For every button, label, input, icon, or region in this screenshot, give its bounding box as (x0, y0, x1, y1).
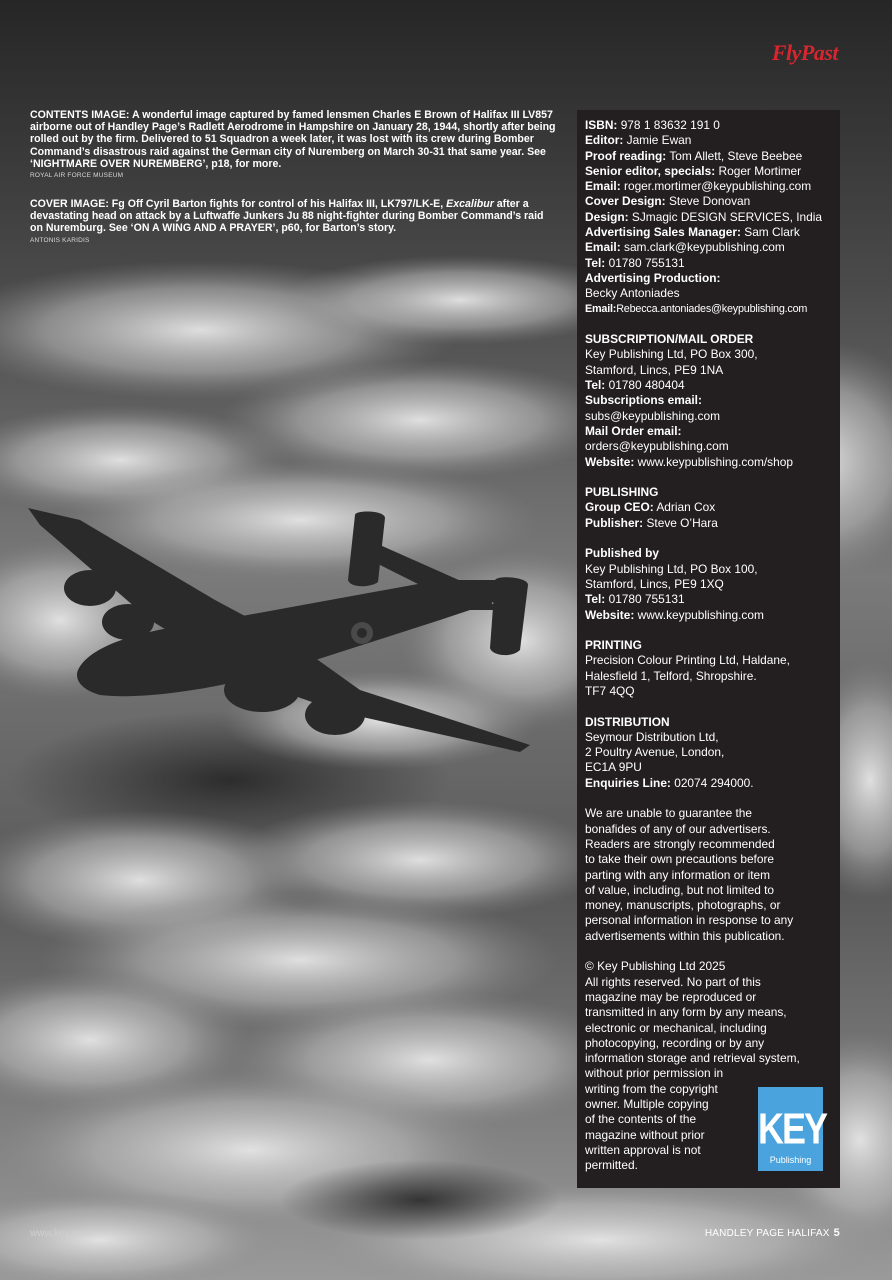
design-line: Design: SJmagic DESIGN SERVICES, India (585, 209, 823, 224)
proof-line: Proof reading: Tom Allett, Steve Beebee (585, 148, 803, 163)
caption-text: COVER IMAGE: Fg Off Cyril Barton fights for control of his Halifax III, LK797/LK-E, Excalibur after a devastating head on attack by a Luftwaffe Junkers Ju 88 night-fighter during Bomber Command’s raid on Nuremburg. See ‘ON A WING AND A PRAYER’, p60, for Barton’s story. (30, 198, 544, 235)
subs-address-2: Stamford, Lincs, PE9 1NA (585, 362, 724, 377)
email-line: Email: sam.clark@keypublishing.com (585, 240, 785, 255)
flypast-logo: FlyPast (771, 40, 838, 65)
subs-address-1: Key Publishing Ltd, PO Box 300, (585, 347, 758, 362)
published-by-heading: Published by (585, 546, 659, 561)
image-captions (30, 109, 558, 263)
published-address-1: Key Publishing Ltd, PO Box 100, (585, 561, 758, 576)
subscription-heading: SUBSCRIPTION/MAIL ORDER (585, 332, 754, 347)
footer-running-title: HANDLEY PAGE HALIFAX 5 (704, 1227, 840, 1239)
page-number: 5 (833, 1227, 840, 1239)
distribution-line: Seymour Distribution Ltd, (585, 729, 719, 744)
printing-heading: PRINTING (585, 638, 642, 653)
subs-website: Website: www.keypublishing.com/shop (585, 454, 793, 469)
tel-line: Tel: 01780 755131 (585, 255, 685, 270)
subs-email[interactable]: subs@keypublishing.com (585, 408, 721, 423)
published-address-2: Stamford, Lincs, PE9 1XQ (585, 576, 724, 591)
caption-credit: ANTONIS KARIDIS (30, 236, 90, 244)
mail-order-label: Mail Order email: (585, 423, 682, 438)
ad-production-label: Advertising Production: (585, 270, 721, 285)
subs-tel: Tel: 01780 480404 (585, 378, 685, 393)
email-line: Email: roger.mortimer@keypublishing.com (585, 179, 812, 194)
enquiries-line: Enquiries Line: 02074 294000. (585, 775, 754, 790)
copyright-notice: © Key Publishing Ltd 2025 All rights reserved. No part of this magazine may be reproduced or transmitted in any form by any means, electronic or mechanical, including photocopying, recording or by any information storage and retrieval system, without prior permission in writing from the copyright owner. Multiple copying of the contents of the magazine without prior written approval is not permitted. (585, 959, 800, 1173)
distribution-line: 2 Poultry Avenue, London, (585, 745, 725, 760)
published-website: Website: www.keypublishing.com (585, 607, 764, 622)
published-tel: Tel: 01780 755131 (585, 592, 685, 607)
caption-text: CONTENTS IMAGE: A wonderful image captured by famed lensmen Charles E Brown of Halifax III LV857 airborne out of Handley Page’s Radlett Aerodrome in Hampshire on January 28, 1944, shortly after being rolled out by the firm. Delivered to 51 Squadron a week later, it was lost with its crew during Bomber Command’s disastrous raid against the German city of Nuremberg on March 30-31 that same year. See ‘NIGHTMARE OVER NUREMBERG’, p18, for more. (30, 109, 556, 170)
credits-panel (577, 110, 840, 1188)
key-publishing-logo: KEY Publishing (758, 1087, 823, 1171)
senior-editor-line: Senior editor, specials: Roger Mortimer (585, 163, 802, 178)
mail-order-email[interactable]: orders@keypublishing.com (585, 439, 729, 454)
email-line: Email:Rebecca.antoniades@keypublishing.com (585, 302, 808, 315)
footer-website[interactable]: www.key.aero (30, 1228, 92, 1239)
disclaimer: We are unable to guarantee the bonafides of any of our advertisers. Readers are strongly recommended to take their own precautions before parting with any information or item of value, including, but not limited to money, manuscripts, photographs, or personal information in response to any advertisements within this publication. (585, 806, 794, 943)
editor-line: Editor: Jamie Ewan (585, 133, 692, 148)
ad-production-value: Becky Antoniades (585, 286, 680, 301)
cover-image-caption (30, 198, 558, 244)
printing-line: Precision Colour Printing Ltd, Haldane, (585, 653, 790, 668)
ad-sales-line: Advertising Sales Manager: Sam Clark (585, 225, 800, 240)
cover-design-line: Cover Design: Steve Donovan (585, 194, 751, 209)
distribution-line: EC1A 9PU (585, 760, 642, 775)
printing-line: TF7 4QQ (585, 683, 635, 698)
subs-email-label: Subscriptions email: (585, 393, 702, 408)
caption-credit: ROYAL AIR FORCE MUSEUM (30, 172, 124, 180)
group-ceo-line: Group CEO: Adrian Cox (585, 500, 716, 515)
printing-line: Halesfield 1, Telford, Shropshire. (585, 668, 757, 683)
distribution-heading: DISTRIBUTION (585, 714, 670, 729)
publishing-heading: PUBLISHING (585, 485, 659, 500)
isbn-line: ISBN: 978 1 83632 191 0 (585, 118, 720, 132)
publisher-line: Publisher: Steve O’Hara (585, 515, 718, 530)
contents-image-caption (30, 109, 558, 179)
